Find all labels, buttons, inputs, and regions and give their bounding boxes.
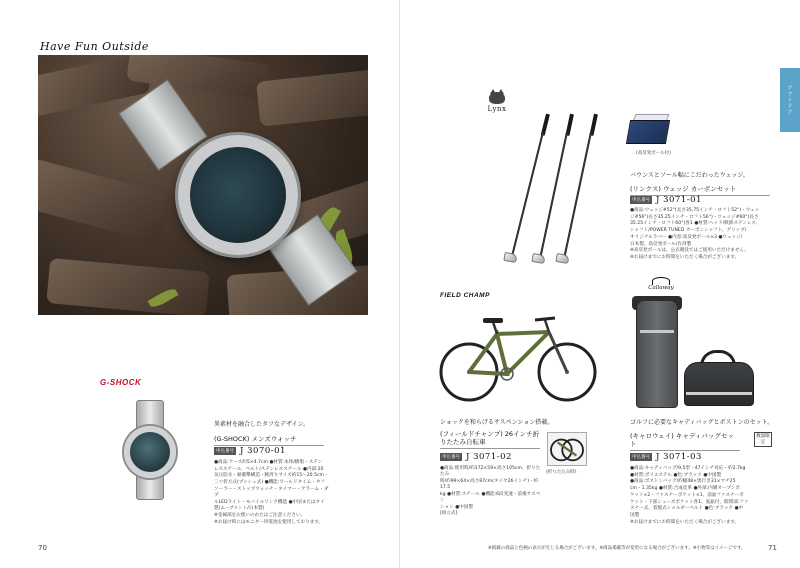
callaway-catchcopy: ゴルフに必要なキャディバッグとボストンのセット。 xyxy=(630,419,774,426)
callaway-code: J 3071-03 xyxy=(656,452,702,462)
callaway-code-row xyxy=(630,452,702,462)
fieldchamp-catchcopy: ショックを和らげるサスペンション搭載。 xyxy=(440,419,554,426)
lynx-cat-icon xyxy=(489,92,505,104)
lynx-code: J 3071-01 xyxy=(656,195,702,205)
gshock-code-row xyxy=(214,446,286,456)
gshock-code: J 3070-01 xyxy=(240,446,286,456)
fieldchamp-code-row xyxy=(440,452,512,462)
fieldchamp-product-name: (フィールドチャンプ) 26インチ折りたたみ自転車 xyxy=(440,430,540,449)
fieldchamp-spec: ●商品:使用時/約172×59×高さ105cm、折りたたみ 時/約99×64×高さ87cm(タイヤ26インチ)・約17.5 kg ●材質:スチール ●機能:6段変速・前後サスペン ション ●中国製 [組立式] xyxy=(440,466,541,517)
gshock-code-label: 申込番号 xyxy=(216,449,234,454)
category-tab[interactable]: アウトドア xyxy=(780,68,800,132)
golf-ball-box-image xyxy=(626,120,670,144)
fold-caption: (折りたたみ時) xyxy=(546,470,577,475)
lynx-product-name: (リンクス) ウェッジ カーボンセット xyxy=(630,184,770,196)
fieldchamp-code-label: 申込番号 xyxy=(442,455,460,460)
lynx-catchcopy: バウンスとソール幅にこだわったウェッジ。 xyxy=(630,172,749,179)
gshock-catchcopy: 異素材を融合したタフなデザイン。 xyxy=(214,421,310,428)
lynx-code-row xyxy=(630,195,702,205)
folded-bike-image xyxy=(547,432,587,466)
caddie-bag-image xyxy=(636,300,678,408)
lynx-spec: ●商品:ウェッジ#52°(長さ35.75インチ・ロフト52°)・ウェッ ジ#56°(長さ35.25インチ・ロフト56°)・ウェッジ#60°(長さ 35.25インチ・ロフト60°)各1 ●材質:ヘッド/軟鉄ステンレス、 シャフト/POWER TUNED カーボンシャフト、グリップ/ オリジナルラバー ●内容:高反発ボール×3 ●ウェッジ/ 日本製、高反発ボール/台湾製 ※高反発ボールは、公式競技ではご使用いただけません。 ※お届けまでにお時間をいただく場合がございます。 xyxy=(630,208,761,260)
page-number-left: 70 xyxy=(38,544,47,552)
callaway-logo: Callaway xyxy=(638,277,684,291)
page-footnote: ※掲載の商品と色柄の表示が生じる場合がございます。※商品掲載等が変更になる場合がございます。※小物等はイメージです。 xyxy=(488,546,746,551)
hero-photo-watch-on-bark xyxy=(38,55,368,315)
gshock-spec: ●商品:ケース約5×4.7cm ●材質:本体/樹脂・ステン レススチール、ベルト/ステンレススチール ●内部:20 気圧防水・耐衝撃構造・腕周りサイズ約15〜20.5cm・ 三ツ折方式(プッシュ式) ●機能:ワールドタイム・タフ ソーラー・ストップウォッチ・タイマー・アラーム・ダブ ルLEDライト・モバイルリンク機能 ●中国またはタイ 製(ムーブメント/日本製) ※金属部をお使いのかたはご注意ください。 ※お届け時にはモニター用電池を使用しております。 xyxy=(214,460,329,525)
folding-bicycle-image xyxy=(437,312,599,404)
ball-note: (高反発ボール付) xyxy=(636,151,671,156)
section-script-title: Have Fun Outside xyxy=(40,40,149,53)
callaway-code-label: 申込番号 xyxy=(632,455,650,460)
callaway-spec: ●商品:キャディバッグ/9.5型・47インチ対応・約2.7kg ●材質:ポリエステル ●色:ブラック ●中国製 ●商品:ボストンバッグ/約幅48×奥行き31×マチ25 cm・1.35kg ●材質:合成皮革 ●外部:内側オープンポ ケット×2・ファスナーポケット×1、前面ファスナーポ ケット・下部シューズポケット各1、底鋲付、開閉部:ファ スナー式、着脱式ショルダーベルト ●色:ブラック ●中 国製 ※お届けまでにお時間をいただく場合がございます。 xyxy=(630,466,749,525)
wedge-clubs-image xyxy=(490,112,610,267)
lynx-code-label: 申込番号 xyxy=(632,198,650,203)
callaway-chevron-icon xyxy=(652,277,670,285)
gshock-logo: G-SHOCK xyxy=(100,378,142,387)
fieldchamp-logo: FIELD CHAMP xyxy=(440,292,490,299)
page-number-right: 71 xyxy=(768,544,777,552)
limited-quantity-badge: 数量限定 xyxy=(754,432,772,447)
lynx-logo: Lynx xyxy=(482,92,512,113)
fieldchamp-code: J 3071-02 xyxy=(466,452,512,462)
gshock-product-name: (G-SHOCK) メンズウォッチ xyxy=(214,434,324,446)
hero-watch-dial xyxy=(178,135,298,255)
gshock-watch-image xyxy=(110,400,190,500)
boston-bag-image xyxy=(684,362,754,406)
callaway-product-name: (キャロウェイ) キャディバッグセット xyxy=(630,432,740,451)
